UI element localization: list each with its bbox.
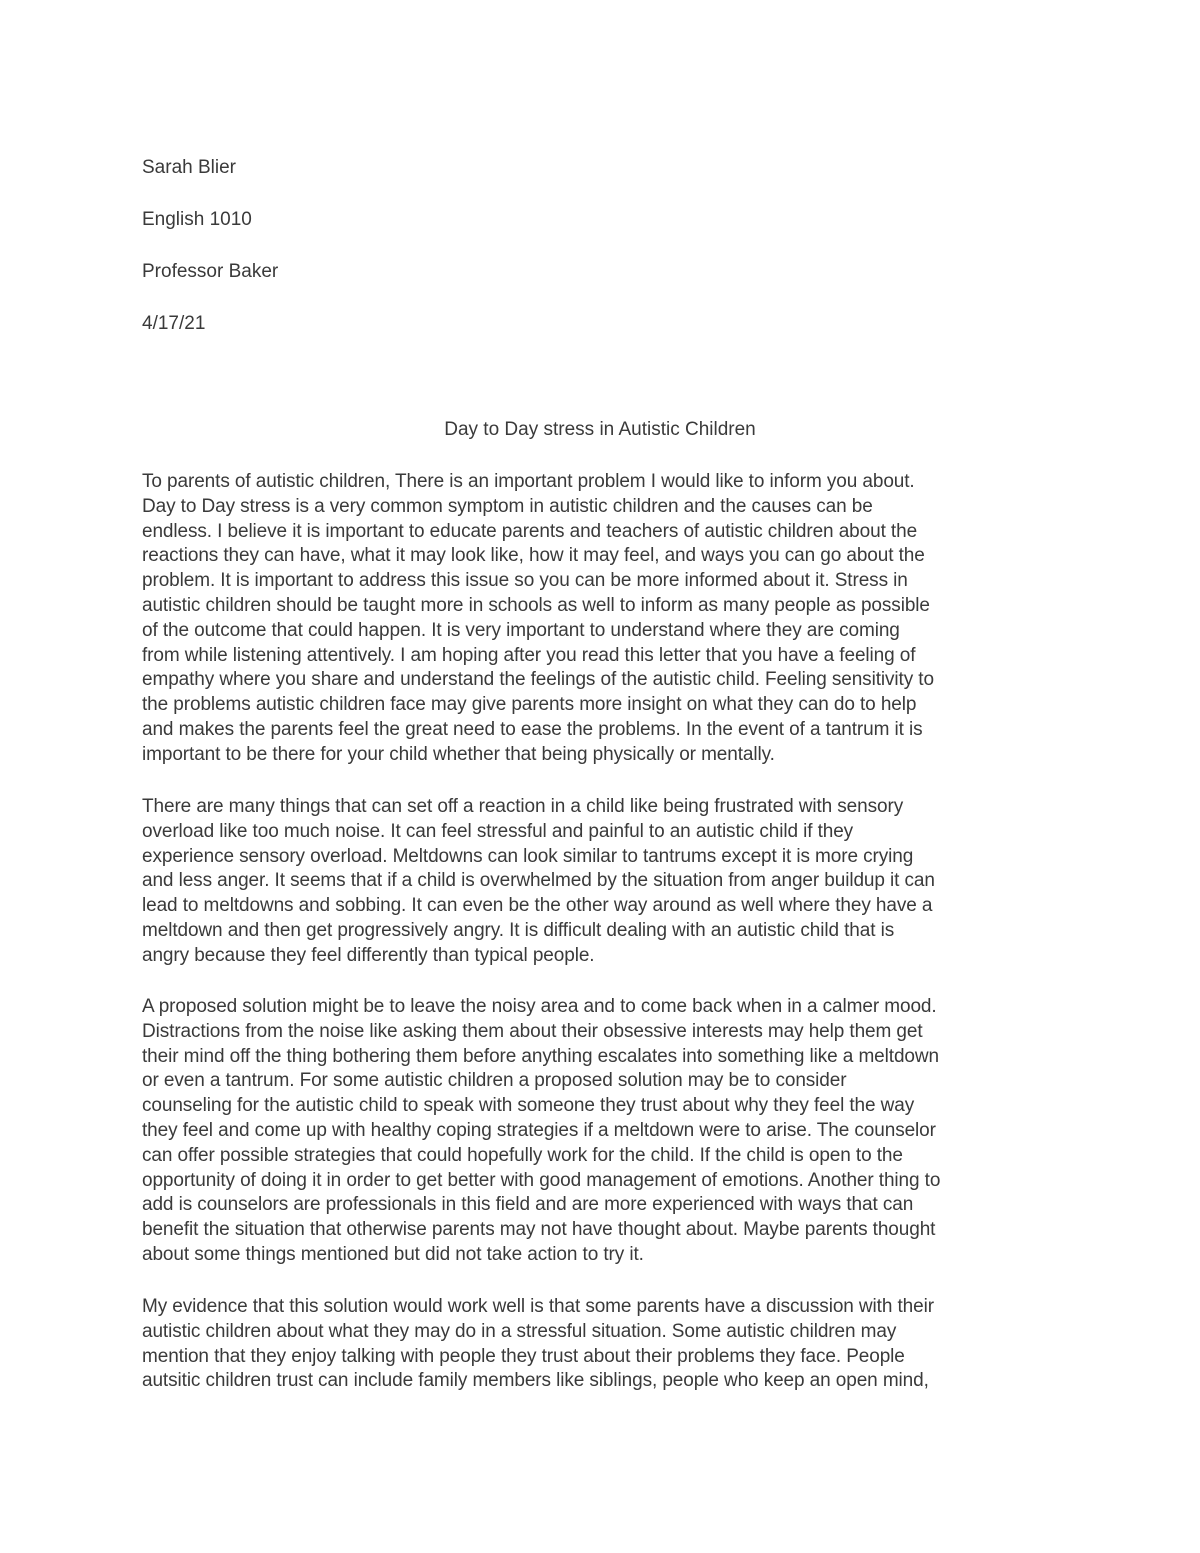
paragraph-line: and less anger. It seems that if a child is overwhelmed by the situation from anger buildup it can bbox=[142, 870, 935, 892]
document-date: 4/17/21 bbox=[142, 313, 206, 334]
paragraph-line: mention that they enjoy talking with people they trust about their problems they face. People bbox=[142, 1345, 905, 1367]
paragraph-line: Distractions from the noise like asking them about their obsessive interests may help them get bbox=[142, 1020, 923, 1042]
author-name: Sarah Blier bbox=[142, 157, 236, 178]
paragraph-line: the problems autistic children face may give parents more insight on what they can do to help bbox=[142, 694, 917, 716]
paragraph-line: can offer possible strategies that could hopefully work for the child. If the child is open to the bbox=[142, 1144, 903, 1166]
paragraph-line: add is counselors are professionals in this field and are more experienced with ways that can bbox=[142, 1194, 914, 1216]
paragraph-line: from while listening attentively. I am hoping after you read this letter that you have a feeling of bbox=[142, 644, 916, 666]
paragraph-line: overload like too much noise. It can feel stressful and painful to an autistic child if they bbox=[142, 820, 854, 842]
paragraph-line: lead to meltdowns and sobbing. It can even be the other way around as well where they have a bbox=[142, 895, 933, 917]
document-title: Day to Day stress in Autistic Children bbox=[444, 419, 756, 440]
paragraph-line: angry because they feel differently than typical people. bbox=[142, 944, 595, 966]
paragraph-line: opportunity of doing it in order to get better with good management of emotions. Another thing to bbox=[142, 1169, 941, 1191]
paragraph-line: experience sensory overload. Meltdowns can look similar to tantrums except it is more crying bbox=[142, 845, 914, 867]
paragraph-line: autistic children about what they may do in a stressful situation. Some autistic children may bbox=[142, 1320, 897, 1342]
paragraph-line: A proposed solution might be to leave the noisy area and to come back when in a calmer mood. bbox=[142, 996, 937, 1017]
paragraph-line: autsitic children trust can include family members like siblings, people who keep an open mind, bbox=[142, 1370, 929, 1392]
paragraph-line: autistic children should be taught more in schools as well to inform as many people as possible bbox=[142, 594, 930, 616]
paragraph-line: important to be there for your child whether that being physically or mentally. bbox=[142, 743, 775, 765]
paragraph-4 bbox=[142, 1295, 1072, 1394]
professor-name: Professor Baker bbox=[142, 261, 279, 282]
paragraph-line: My evidence that this solution would work well is that some parents have a discussion with their bbox=[142, 1296, 934, 1317]
paragraph-3 bbox=[142, 995, 1072, 1268]
paragraph-line: they feel and come up with healthy coping strategies if a meltdown were to arise. The counselor bbox=[142, 1119, 936, 1141]
paragraph-line: Day to Day stress is a very common symptom in autistic children and the causes can be bbox=[142, 495, 873, 517]
paragraph-line: or even a tantrum. For some autistic children a proposed solution may be to consider bbox=[142, 1070, 847, 1092]
paragraph-2 bbox=[142, 795, 1072, 969]
paragraph-line: benefit the situation that otherwise parents may not have thought about. Maybe parents thought bbox=[142, 1219, 936, 1241]
paragraph-line: There are many things that can set off a reaction in a child like being frustrated with sensory bbox=[142, 796, 904, 817]
paragraph-line: counseling for the autistic child to speak with someone they trust about why they feel the way bbox=[142, 1095, 915, 1117]
paragraph-line: about some things mentioned but did not take action to try it. bbox=[142, 1243, 644, 1265]
paragraph-line: their mind off the thing bothering them before anything escalates into something like a meltdown bbox=[142, 1045, 939, 1067]
paragraph-line: problem. It is important to address this issue so you can be more informed about it. Stress in bbox=[142, 570, 908, 592]
paragraph-line: meltdown and then get progressively angry. It is difficult dealing with an autistic child that is bbox=[142, 919, 895, 941]
course-name: English 1010 bbox=[142, 209, 252, 230]
paragraph-line: reactions they can have, what it may look like, how it may feel, and ways you can go about the bbox=[142, 545, 925, 567]
paragraph-line: empathy where you share and understand the feelings of the autistic child. Feeling sensitivity to bbox=[142, 669, 934, 691]
paragraph-line: and makes the parents feel the great need to ease the problems. In the event of a tantrum it is bbox=[142, 718, 923, 740]
paragraph-1 bbox=[142, 470, 1072, 768]
paragraph-line: of the outcome that could happen. It is very important to understand where they are coming bbox=[142, 619, 900, 641]
paragraph-line: endless. I believe it is important to educate parents and teachers of autistic children about the bbox=[142, 520, 918, 542]
paragraph-line: To parents of autistic children, There is an important problem I would like to inform you about. bbox=[142, 471, 915, 492]
